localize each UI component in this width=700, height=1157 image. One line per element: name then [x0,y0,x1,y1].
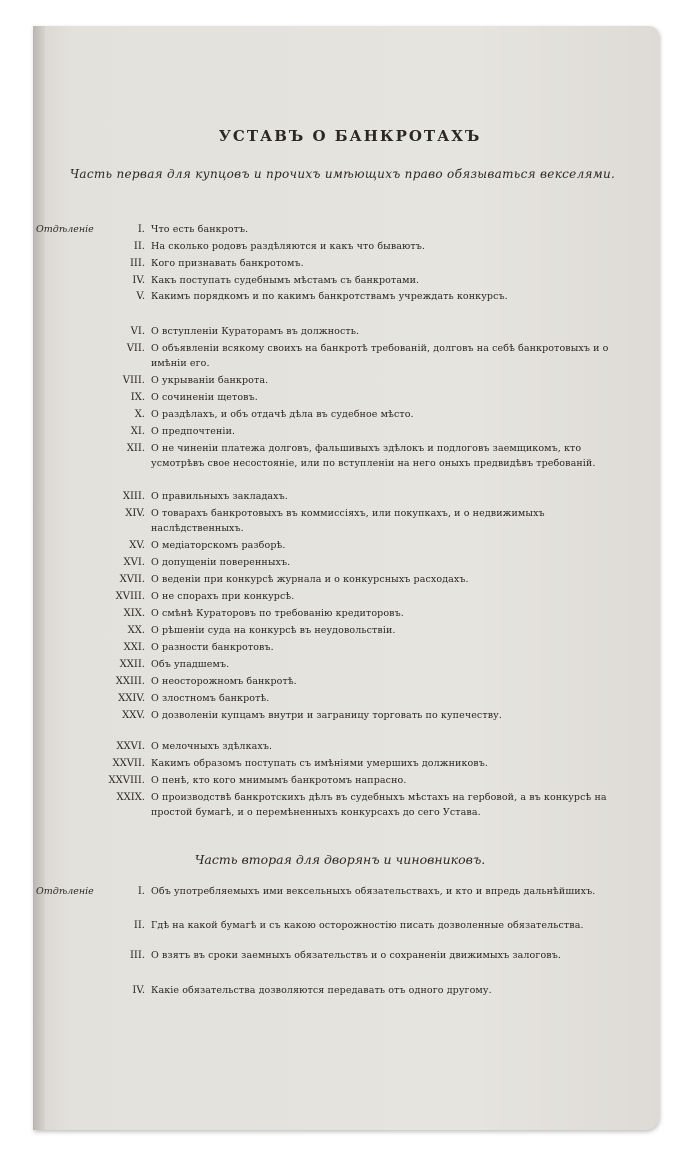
toc-entry [36,739,648,754]
section-title: Объ упадшемъ. [151,659,230,670]
toc-entry [36,289,648,304]
toc-entry [36,691,648,706]
section-number: IV. [132,275,145,286]
section-number: XXII. [119,659,145,670]
toc-entry [36,623,648,638]
section-title: О правильныхъ закладахъ. [151,491,288,502]
section-title: Что есть банкротъ. [151,224,249,235]
toc-entry [36,506,648,536]
section-title: О укрываніи банкрота. [151,375,269,386]
toc-entry [36,884,648,899]
section-title: О рѣшеніи суда на конкурсѣ въ неудовольствіи. [151,625,396,636]
section-number: VIII. [122,375,145,386]
section-number: XXV. [122,710,145,721]
section-title: О не чиненіи платежа долговъ, фальшивыхъ здѣлокъ и подлоговъ заемщикомъ, кто усмотрѣвъ свое несостояніе, или по вступленіи на него оныхъ предвидѣвъ требованій. [151,443,596,469]
section-number: XXI. [123,642,145,653]
section-title: Гдѣ на какой бумагѣ и съ какою осторожностію писать дозволенные обязательства. [151,920,584,931]
toc-entry [36,756,648,771]
toc-entry [36,773,648,788]
toc-entry [36,256,648,271]
section-title: О злостномъ банкротѣ. [151,693,270,704]
section-title: Объ употребляемыхъ ими вексельныхъ обязательствахъ, и кто и впредь дальнѣйшихъ. [151,886,596,897]
section-label: Отдѣленіе [36,886,94,897]
part-two-heading: Часть вторая для дворянъ и чиновниковъ. [194,852,486,867]
section-number: XXVII. [112,758,145,769]
toc-entry [36,983,648,998]
section-title: На сколько родовъ раздѣляются и какъ что бываютъ. [151,241,426,252]
section-number: XIII. [122,491,145,502]
toc-entry [36,390,648,405]
toc-entry [36,708,648,723]
toc-entry [36,674,648,689]
section-title: О смѣнѣ Кураторовъ по требованію кредиторовъ. [151,608,404,619]
toc-entry [36,606,648,621]
section-number: IV. [132,985,145,996]
section-title: О пенѣ, кто кого мнимымъ банкротомъ напрасно. [151,775,407,786]
toc-entry [36,273,648,288]
section-title: О допущеніи поверенныхъ. [151,557,291,568]
toc-entry [36,572,648,587]
section-title: О предпочтеніи. [151,426,236,437]
section-number: X. [134,409,145,420]
section-number: XXVIII. [108,775,145,786]
section-number: VI. [130,326,145,337]
section-number: XXIV. [118,693,145,704]
section-title: О раздѣлахъ, и объ отдачѣ дѣла въ судебное мѣсто. [151,409,414,420]
section-title: О веденіи при конкурсѣ журнала и о конкурсныхъ расходахъ. [151,574,469,585]
toc-entry [36,324,648,339]
section-number: XVIII. [115,591,145,602]
section-number: XXIII. [115,676,145,687]
section-number: II. [133,241,145,252]
toc-entry [36,424,648,439]
section-title: О товарахъ банкротовыхъ въ коммиссіяхъ, или покупкахъ, и о недвижимыхъ наслѣдственныхъ. [151,508,545,534]
toc-entry [36,657,648,672]
section-title: О объявленіи всякому своихъ на банкротѣ требованій, долговъ на себѣ банкротовыхъ и о имѣніи его. [151,343,609,369]
section-number: XIX. [123,608,145,619]
section-label: Отдѣленіе [36,224,94,235]
toc-entry [36,489,648,504]
section-number: I. [137,886,145,897]
toc-entry [36,948,648,963]
section-number: III. [129,258,145,269]
part-one-heading: Часть первая для купцовъ и прочихъ имѣющихъ право обязываться векселями. [69,167,616,181]
section-number: II. [133,920,145,931]
section-number: XVI. [123,557,145,568]
toc-entry [36,239,648,254]
section-title: Какіе обязательства дозволяются передавать отъ одного другому. [151,985,492,996]
section-number: XV. [129,540,145,551]
section-number: XX. [127,625,145,636]
toc-entry [36,441,648,471]
section-title: Какимъ порядкомъ и по какимъ банкротствамъ учреждать конкурсъ. [151,291,508,302]
toc-entry [36,407,648,422]
section-number: IX. [130,392,145,403]
section-title: О неосторожномъ банкротѣ. [151,676,297,687]
section-number: VII. [126,343,145,354]
section-title: О вступленіи Кураторамъ въ должность. [151,326,360,337]
toc-entry [36,555,648,570]
document-title: УСТАВЪ О БАНКРОТАХЪ [218,127,482,145]
section-number: I. [137,224,145,235]
section-number: XVII. [119,574,145,585]
section-title: Какъ поступать судебнымъ мѣстамъ съ банкротами. [151,275,420,286]
section-title: Какимъ образомъ поступать съ имѣніями умершихъ должниковъ. [151,758,489,769]
section-title: О производствѣ банкротскихъ дѣлъ въ судебныхъ мѣстахъ на гербовой, а въ конкурсѣ на простой бумагѣ, и о перемѣненныхъ конкурсахъ до сего Устава. [151,792,607,818]
section-title: О мелочныхъ здѣлкахъ. [151,741,273,752]
section-title: О сочиненіи щетовъ. [151,392,258,403]
section-title: Кого признавать банкротомъ. [151,258,304,269]
section-number: III. [129,950,145,961]
section-title: О не спорахъ при конкурсѣ. [151,591,295,602]
toc-entry [36,918,648,933]
section-number: XXIX. [116,792,145,803]
section-number: XI. [130,426,145,437]
toc-entry [36,373,648,388]
toc-entry [36,640,648,655]
section-number: XII. [126,443,145,454]
section-number: XIV. [125,508,145,519]
toc-entry [36,790,648,820]
toc-entry [36,538,648,553]
section-title: О взятъ въ сроки заемныхъ обязательствъ и о сохраненіи движимыхъ залоговъ. [151,950,561,961]
toc-entry [36,222,648,237]
section-title: О дозволеніи купцамъ внутри и заграницу торговать по купечеству. [151,710,502,721]
toc-entry [36,341,648,371]
section-number: XXVI. [116,741,145,752]
section-number: V. [136,291,145,302]
toc-entry [36,589,648,604]
section-title: О разности банкротовъ. [151,642,274,653]
section-title: О медіаторскомъ разборѣ. [151,540,286,551]
